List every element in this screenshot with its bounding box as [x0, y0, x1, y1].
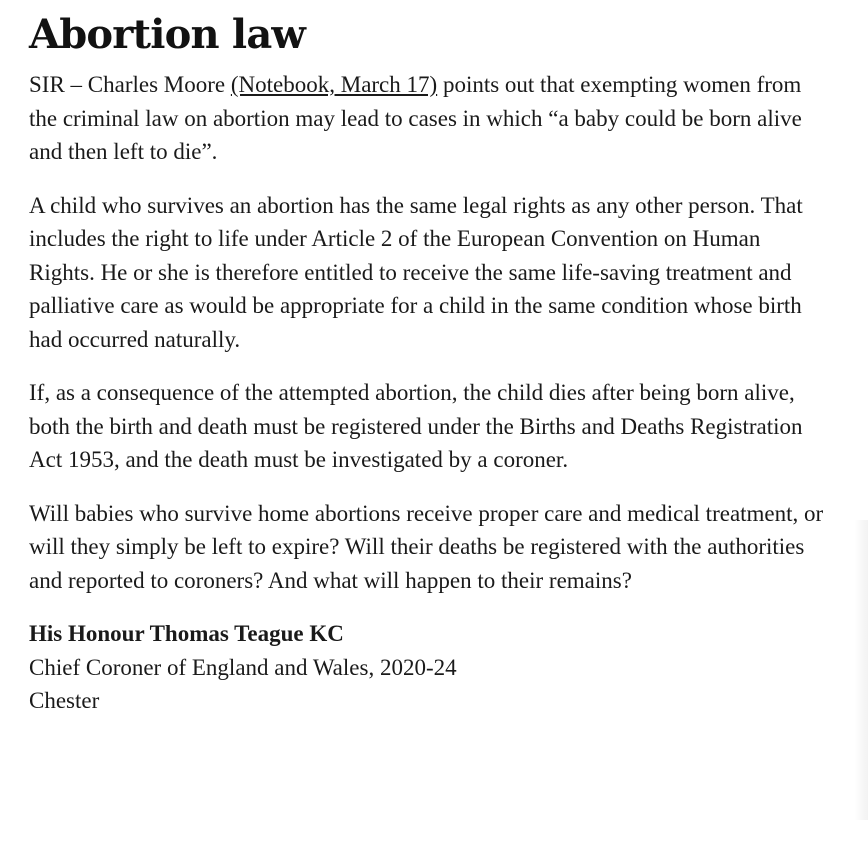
author-title: Chief Coroner of England and Wales, 2020-24 [29, 654, 457, 680]
author-location: Chester [29, 688, 100, 713]
letter-paragraph-3: If, as a consequence of the attempted abortion, the child dies after being born alive, both the birth and death must be registered under the Births and Deaths Registration Act 1953, and the death must be investigated by a coroner. [29, 380, 803, 472]
letter-article [29, 8, 829, 718]
author-name: His Honour Thomas Teague KC [29, 621, 344, 646]
notebook-link[interactable]: (Notebook, March 17) [230, 72, 438, 97]
letter-paragraph-4: Will babies who survive home abortions receive proper care and medical treatment, or will they simply be left to expire? Will their deaths be registered with the authorities and reported to coroners? And what will happen to their remains? [29, 500, 824, 593]
paragraph-text: SIR – Charles Moore [29, 72, 231, 97]
letter-paragraph-2: A child who survives an abortion has the same legal rights as any other person. That includes the right to life under Article 2 of the European Convention on Human Rights. He or she is therefore entitled to receive the same life-saving treatment and palliative care as would be appropriate for a child in the same condition whose birth had occurred naturally. [29, 192, 803, 352]
signoff [29, 617, 829, 718]
letter-paragraph-1 [29, 68, 829, 169]
paragraph-text: points out that exempting women from the criminal law on abortion may lead to cases in which “a baby could be born alive and then left to die”. [29, 72, 802, 164]
page-title: Abortion law [29, 11, 306, 58]
page-edge-shadow [854, 520, 868, 820]
